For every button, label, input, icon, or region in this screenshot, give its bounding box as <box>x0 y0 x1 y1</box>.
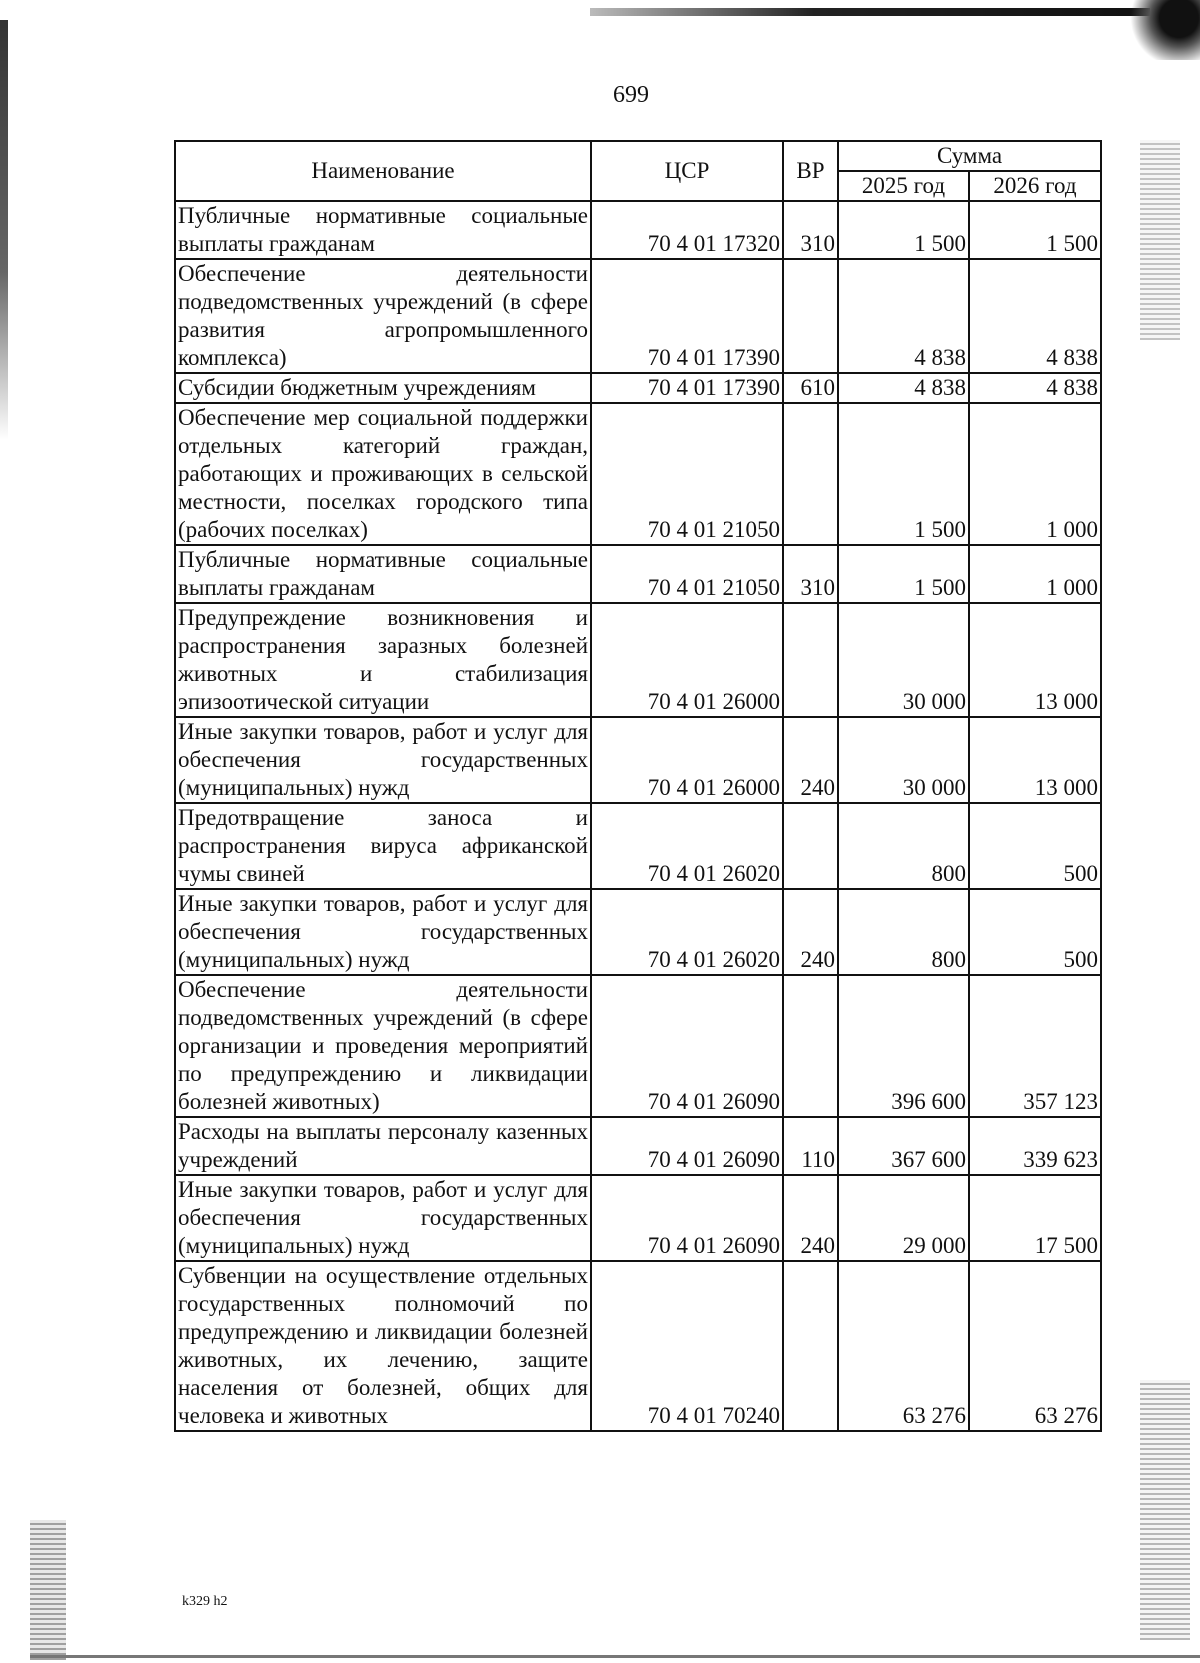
row-name: Субсидии бюджетным учреждениям <box>175 373 591 403</box>
scan-noise-left <box>30 1520 66 1660</box>
row-csr: 70 4 01 17390 <box>591 259 783 373</box>
row-sum-2026: 500 <box>969 803 1101 889</box>
table-row <box>175 1175 1101 1261</box>
row-vr: 310 <box>783 545 838 603</box>
row-sum-2025: 30 000 <box>838 603 969 717</box>
row-csr: 70 4 01 26020 <box>591 803 783 889</box>
table-row <box>175 373 1101 403</box>
row-sum-2026: 13 000 <box>969 717 1101 803</box>
row-sum-2026: 4 838 <box>969 259 1101 373</box>
row-sum-2025: 63 276 <box>838 1261 969 1431</box>
row-csr: 70 4 01 26090 <box>591 1175 783 1261</box>
row-csr: 70 4 01 21050 <box>591 403 783 545</box>
row-sum-2026: 1 500 <box>969 201 1101 259</box>
row-sum-2026: 4 838 <box>969 373 1101 403</box>
table-row <box>175 717 1101 803</box>
table-row <box>175 803 1101 889</box>
row-csr: 70 4 01 26000 <box>591 717 783 803</box>
table-row <box>175 975 1101 1117</box>
table-header <box>175 141 1101 201</box>
row-sum-2025: 367 600 <box>838 1117 969 1175</box>
row-name: Предотвращение заноса и распространения вируса африканской чумы свиней <box>175 803 591 889</box>
table-row <box>175 603 1101 717</box>
row-sum-2026: 1 000 <box>969 545 1101 603</box>
row-name: Обеспечение мер социальной поддержки отдельных категорий граждан, работающих и проживающих в сельской местности, поселках городского типа (рабочих поселках) <box>175 403 591 545</box>
row-csr: 70 4 01 26090 <box>591 1117 783 1175</box>
table-body <box>175 201 1101 1431</box>
row-vr <box>783 259 838 373</box>
row-name: Обеспечение деятельности подведомственных учреждений (в сфере развития агропромышленного комплекса) <box>175 259 591 373</box>
table-row <box>175 545 1101 603</box>
row-vr: 240 <box>783 889 838 975</box>
row-name: Иные закупки товаров, работ и услуг для обеспечения государственных (муниципальных) нужд <box>175 717 591 803</box>
row-sum-2025: 396 600 <box>838 975 969 1117</box>
row-csr: 70 4 01 26090 <box>591 975 783 1117</box>
row-sum-2025: 30 000 <box>838 717 969 803</box>
row-name: Публичные нормативные социальные выплаты гражданам <box>175 201 591 259</box>
table-row <box>175 201 1101 259</box>
row-sum-2025: 800 <box>838 803 969 889</box>
table-row <box>175 259 1101 373</box>
row-vr: 310 <box>783 201 838 259</box>
header-sum: Сумма <box>838 141 1101 171</box>
scan-edge-top <box>590 8 1150 16</box>
row-csr: 70 4 01 26020 <box>591 889 783 975</box>
row-sum-2026: 17 500 <box>969 1175 1101 1261</box>
row-sum-2026: 13 000 <box>969 603 1101 717</box>
row-sum-2026: 1 000 <box>969 403 1101 545</box>
header-csr: ЦСР <box>591 141 783 201</box>
row-name: Публичные нормативные социальные выплаты гражданам <box>175 545 591 603</box>
row-sum-2025: 4 838 <box>838 373 969 403</box>
row-sum-2026: 500 <box>969 889 1101 975</box>
budget-table <box>174 140 1102 1432</box>
table-row <box>175 889 1101 975</box>
row-sum-2025: 800 <box>838 889 969 975</box>
row-vr <box>783 975 838 1117</box>
row-sum-2025: 4 838 <box>838 259 969 373</box>
row-sum-2026: 357 123 <box>969 975 1101 1117</box>
header-name: Наименование <box>175 141 591 201</box>
scan-corner-shadow <box>1130 0 1200 60</box>
row-sum-2025: 1 500 <box>838 403 969 545</box>
row-csr: 70 4 01 21050 <box>591 545 783 603</box>
scan-edge-bottom <box>30 1655 1200 1658</box>
row-vr <box>783 603 838 717</box>
row-vr <box>783 403 838 545</box>
header-year-2026: 2026 год <box>969 171 1101 201</box>
table-row <box>175 403 1101 545</box>
row-vr <box>783 1261 838 1431</box>
row-csr: 70 4 01 17320 <box>591 201 783 259</box>
scan-noise-right <box>1140 140 1180 340</box>
row-sum-2026: 63 276 <box>969 1261 1101 1431</box>
row-name: Иные закупки товаров, работ и услуг для обеспечения государственных (муниципальных) нужд <box>175 889 591 975</box>
page-number: 699 <box>613 82 649 108</box>
row-name: Расходы на выплаты персоналу казенных учреждений <box>175 1117 591 1175</box>
row-vr: 240 <box>783 717 838 803</box>
header-year-2025: 2025 год <box>838 171 969 201</box>
row-vr <box>783 803 838 889</box>
row-name: Иные закупки товаров, работ и услуг для обеспечения государственных (муниципальных) нужд <box>175 1175 591 1261</box>
row-csr: 70 4 01 17390 <box>591 373 783 403</box>
table-row <box>175 1117 1101 1175</box>
row-csr: 70 4 01 70240 <box>591 1261 783 1431</box>
row-csr: 70 4 01 26000 <box>591 603 783 717</box>
row-sum-2025: 29 000 <box>838 1175 969 1261</box>
row-name: Субвенции на осуществление отдельных государственных полномочий по предупреждению и ликвидации болезней животных, их лечению, защите населения от болезней, общих для человека и животных <box>175 1261 591 1431</box>
row-name: Предупреждение возникновения и распространения заразных болезней животных и стабилизация эпизоотической ситуации <box>175 603 591 717</box>
row-vr: 240 <box>783 1175 838 1261</box>
row-vr: 110 <box>783 1117 838 1175</box>
footer-code: k329 h2 <box>182 1594 228 1609</box>
row-sum-2026: 339 623 <box>969 1117 1101 1175</box>
header-vr: ВР <box>783 141 838 201</box>
row-name: Обеспечение деятельности подведомственных учреждений (в сфере организации и проведения мероприятий по предупреждению и ликвидации болезней животных) <box>175 975 591 1117</box>
table-row <box>175 1261 1101 1431</box>
row-sum-2025: 1 500 <box>838 545 969 603</box>
row-vr: 610 <box>783 373 838 403</box>
row-sum-2025: 1 500 <box>838 201 969 259</box>
scan-noise-right-bottom <box>1140 1380 1190 1640</box>
